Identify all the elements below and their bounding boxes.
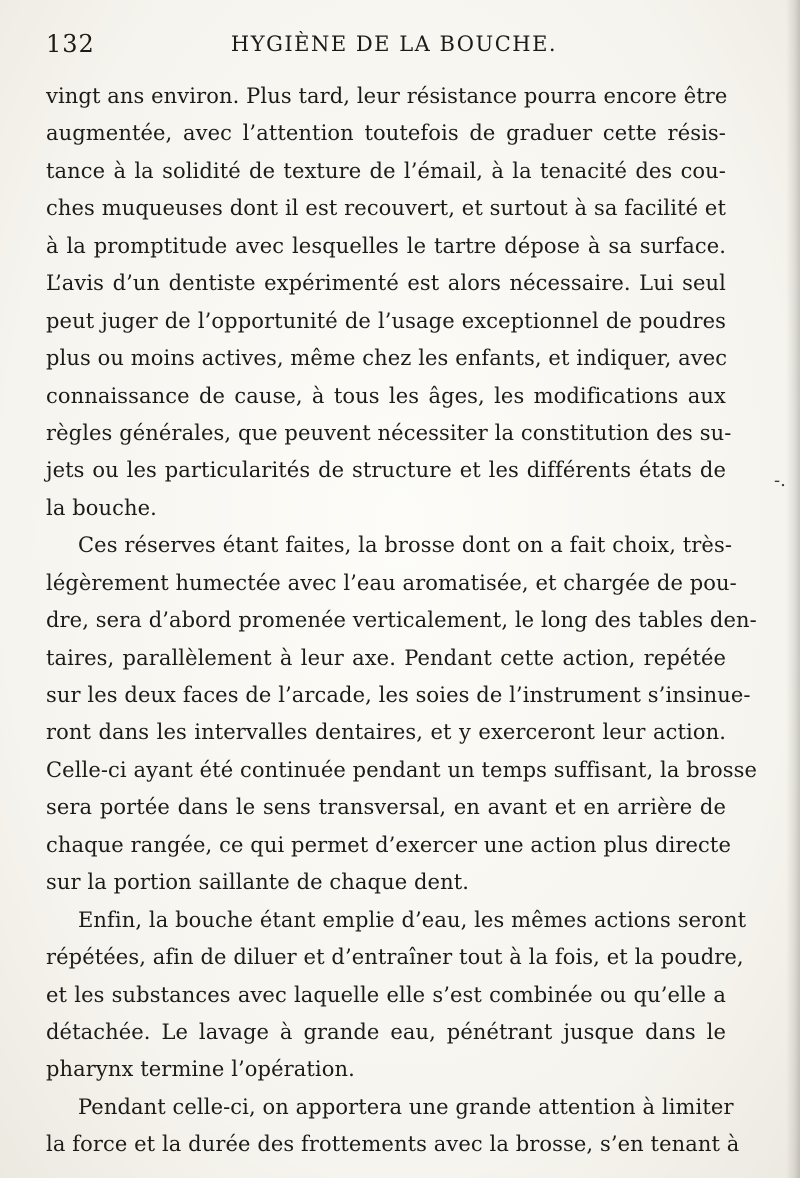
text-line: vingt ans environ. Plus tard, leur résistance pourra encore être: [46, 84, 728, 108]
text-line: tance à la solidité de texture de l’émail, à la tenacité des cou-: [46, 158, 726, 183]
text-line: plus ou moins actives, même chez les enfants, et indiquer, avec: [46, 346, 728, 371]
text-line: Celle-ci ayant été continuée pendant un temps suffisant, la brosse: [46, 757, 757, 782]
text-line: Ces réserves étant faites, la brosse dont on a fait choix, très-: [78, 533, 733, 558]
text-line: jets ou les particularités de structure et les différents états de: [46, 458, 726, 483]
text-line: peut juger de l’opportunité de l’usage exceptionnel de poudres: [46, 308, 726, 333]
running-head: HYGIÈNE DE LA BOUCHE.: [230, 32, 558, 56]
text-line: la force et la durée des frottements avec la brosse, s’en tenant à: [46, 1132, 740, 1157]
text-line: sur la portion saillante de chaque dent.: [46, 870, 470, 895]
text-line: légèrement humectée avec l’eau aromatisée, et chargée de pou-: [46, 570, 737, 595]
text-line: taires, parallèlement à leur axe. Pendant cette action, repétée: [46, 645, 726, 670]
text-line: connaissance de cause, à tous les âges, les modifications aux: [46, 383, 726, 408]
text-line: et les substances avec laquelle elle s’est combinée ou qu’elle a: [46, 982, 726, 1007]
text-line: détachée. Le lavage à grande eau, pénétrant jusque dans le: [46, 1019, 726, 1044]
text-line: règles générales, que peuvent nécessiter la constitution des su-: [46, 420, 732, 445]
text-line: la bouche.: [46, 495, 157, 520]
page-header: [46, 30, 742, 64]
body-text: [46, 78, 757, 1164]
text-line: L’avis d’un dentiste expérimenté est alors nécessaire. Lui seul: [46, 271, 726, 296]
page-number: 132: [46, 30, 95, 58]
text-line: sera portée dans le sens transversal, en avant et en arrière de: [46, 795, 726, 820]
text-line: Pendant celle-ci, on apportera une grande attention à limiter: [78, 1094, 734, 1119]
text-line: ches muqueuses dont il est recouvert, et surtout à sa facilité et: [46, 196, 726, 221]
text-line: pharynx termine l’opération.: [46, 1057, 355, 1082]
text-line: répétées, afin de diluer et d’entraîner tout à la fois, et la poudre,: [46, 945, 744, 970]
text-line: chaque rangée, ce qui permet d’exercer une action plus directe: [46, 832, 731, 857]
text-line: ront dans les intervalles dentaires, et y exerceront leur action.: [46, 720, 726, 745]
text-line: Enfin, la bouche étant emplie d’eau, les mêmes actions seront: [78, 907, 747, 932]
page-edge-shadow: [786, 0, 800, 1178]
text-line: sur les deux faces de l’arcade, les soies de l’instrument s’insinue-: [46, 683, 751, 707]
text-line: à la promptitude avec lesquelles le tartre dépose à sa surface.: [46, 233, 726, 258]
text-line: dre, sera d’abord promenée verticalement, le long des tables den-: [46, 608, 757, 633]
margin-mark: -.: [774, 470, 786, 491]
text-line: augmentée, avec l’attention toutefois de graduer cette résis-: [46, 121, 726, 146]
